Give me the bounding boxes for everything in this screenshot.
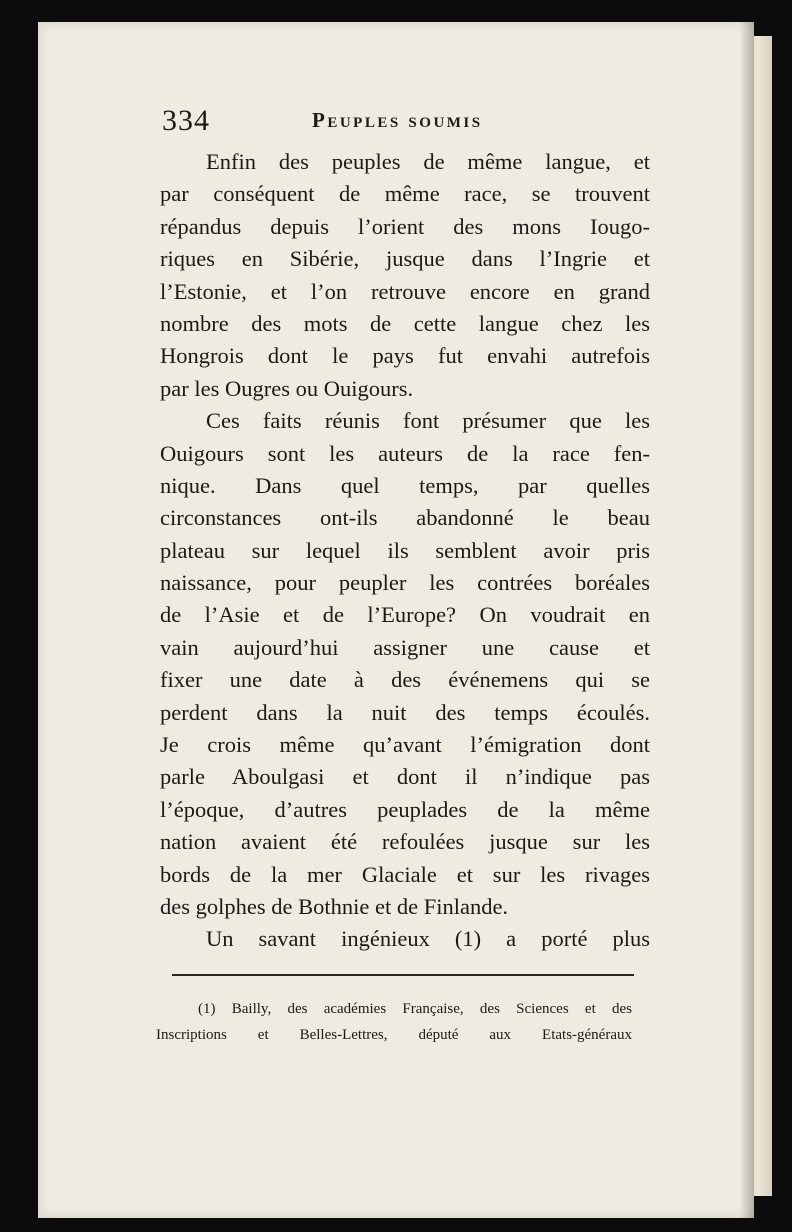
- text-line: fixer une date à des événemens qui se: [160, 667, 650, 693]
- text-line: vain aujourd’hui assigner une cause et: [160, 634, 650, 660]
- footnote: [156, 996, 632, 1048]
- text-line: Enfin des peuples de même langue, et: [206, 149, 650, 174]
- text-line: répandus depuis l’orient des mons Iougo-: [160, 213, 650, 239]
- text-line: plateau sur lequel ils semblent avoir pris: [160, 537, 650, 563]
- text-line: Hongrois dont le pays fut envahi autrefois: [160, 343, 650, 369]
- text-line: Ouigours sont les auteurs de la race fen-: [160, 440, 650, 466]
- text-line: nombre des mots de cette langue chez les: [160, 310, 650, 336]
- footnote-line: Inscriptions et Belles-Lettres, député aux Etats-généraux: [156, 1027, 632, 1043]
- footnote-rule: [172, 974, 634, 976]
- text-line: circonstances ont-ils abandonné le beau: [160, 505, 650, 531]
- footnote-line: (1) Bailly, des académies Française, des Sciences et des: [198, 1001, 632, 1017]
- book-page: [38, 22, 754, 1218]
- text-line: naissance, pour peupler les contrées boréales: [160, 570, 650, 596]
- text-line: perdent dans la nuit des temps écoulés.: [160, 699, 650, 725]
- text-line: Je crois même qu’avant l’émigration dont: [160, 732, 650, 758]
- text-line: de l’Asie et de l’Europe? On voudrait en: [160, 602, 650, 628]
- text-line: Ces faits réunis font présumer que les: [206, 408, 650, 434]
- text-line: l’Estonie, et l’on retrouve encore en grand: [160, 278, 650, 304]
- text-line: Un savant ingénieux (1) a porté plus: [206, 926, 650, 952]
- text-line: parle Aboulgasi et dont il n’indique pas: [160, 764, 650, 790]
- text-line: par conséquent de même race, se trouvent: [160, 181, 650, 207]
- text-line: nique. Dans quel temps, par quelles: [160, 472, 650, 498]
- text-line: l’époque, d’autres peuplades de la même: [160, 796, 650, 822]
- text-line: bords de la mer Glaciale et sur les rivages: [160, 861, 650, 887]
- page-number: 334: [162, 104, 210, 137]
- text-line: par les Ougres ou Ouigours.: [160, 375, 414, 401]
- text-line: riques en Sibérie, jusque dans l’Ingrie et: [160, 246, 650, 272]
- text-line: des golphes de Bothnie et de Finlande.: [160, 893, 509, 919]
- text-line: nation avaient été refoulées jusque sur les: [160, 829, 650, 855]
- running-head: Peuples soumis: [312, 108, 483, 132]
- body-text: [160, 146, 650, 956]
